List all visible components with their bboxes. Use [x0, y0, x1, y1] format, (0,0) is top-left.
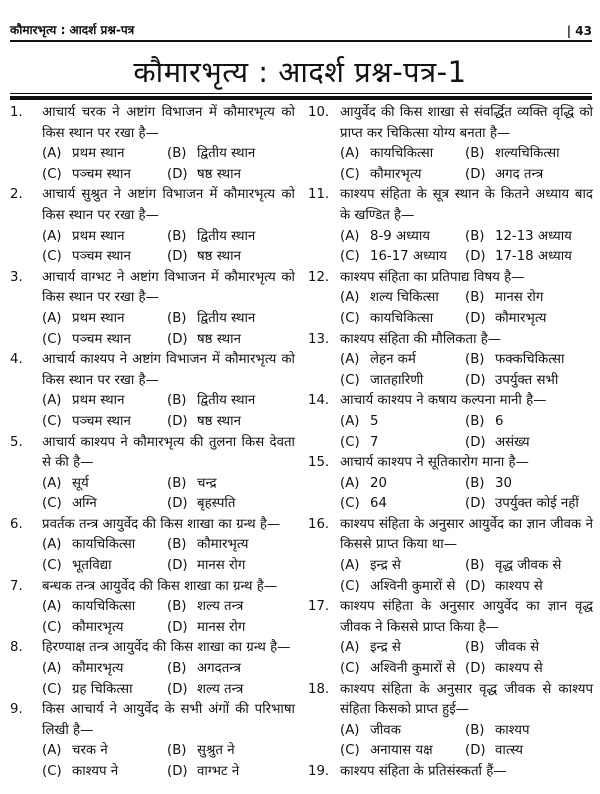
option-text: सूर्य	[72, 475, 89, 491]
option	[340, 741, 465, 762]
option-text: कौमारभृत्य	[197, 537, 249, 553]
option-text: प्रथम स्थान	[72, 393, 125, 409]
options	[10, 144, 295, 185]
option	[465, 741, 593, 762]
option-label: (C)	[340, 743, 360, 759]
option	[42, 247, 167, 268]
question	[308, 330, 593, 351]
options	[308, 350, 593, 391]
option-label: (D)	[465, 578, 486, 594]
option-text: पञ्चम स्थान	[72, 331, 131, 347]
options	[308, 412, 593, 453]
question	[308, 185, 593, 226]
options	[10, 227, 295, 268]
option	[167, 556, 295, 577]
question-number: 4.	[10, 352, 23, 368]
option-label: (D)	[465, 661, 486, 677]
options	[308, 474, 593, 515]
question-number: 6.	[10, 516, 23, 532]
option-label: (D)	[167, 413, 188, 429]
option	[167, 309, 295, 330]
options	[10, 741, 295, 782]
option-text: उपर्युक्त कोई नहीं	[495, 496, 579, 512]
option-text: प्रथम स्थान	[72, 146, 125, 162]
option	[465, 412, 593, 433]
option	[167, 659, 295, 680]
question-number: 19.	[308, 764, 330, 779]
option-text: अग्नि	[72, 496, 97, 512]
question-text: काश्यप संहिता के अनुसार आयुर्वेद का ज्ञान जीवक ने किससे प्राप्त किया था—	[340, 516, 593, 553]
question-number: 7.	[10, 578, 23, 594]
option-text: 20	[370, 475, 387, 491]
option-label: (B)	[465, 146, 485, 162]
question	[308, 515, 593, 556]
option-label: (B)	[465, 290, 485, 306]
question-column-right	[308, 103, 593, 783]
question-text: काश्यप संहिता के प्रतिसंस्कर्ता हैं—	[340, 764, 507, 779]
options	[10, 391, 295, 432]
question-number: 17.	[308, 599, 330, 615]
option-text: फक्कचिकित्सा	[495, 352, 565, 368]
question-text: हिरण्याक्ष तन्त्र आयुर्वेद की किस शाखा का ग्रन्थ है—	[42, 640, 291, 656]
question-text: आचार्य वाग्भट ने अष्टांग विभाजन में कौमारभृत्य को किस स्थान पर रखा है—	[42, 269, 295, 306]
option-label: (A)	[340, 290, 360, 306]
option	[167, 144, 295, 165]
option	[42, 494, 167, 515]
option-text: उपर्युक्त सभी	[495, 372, 559, 388]
option	[42, 535, 167, 556]
option	[42, 391, 167, 412]
option-label: (C)	[42, 166, 62, 182]
option	[340, 638, 465, 659]
question-text: काश्यप संहिता के अनुसार वृद्ध जीवक से काश्यप संहिता किसको प्राप्त हुई—	[340, 681, 593, 718]
option-text: मानस रोग	[197, 619, 246, 635]
option-text: 16-17 अध्याय	[370, 249, 447, 265]
option	[167, 494, 295, 515]
option-label: (D)	[465, 166, 486, 182]
option-label: (A)	[42, 599, 62, 615]
question	[10, 577, 295, 598]
option-label: (D)	[465, 249, 486, 265]
option-label: (A)	[42, 228, 62, 244]
option	[465, 721, 593, 742]
option	[167, 165, 295, 186]
option-text: द्वितीय स्थान	[197, 310, 256, 326]
question-number: 18.	[308, 681, 330, 697]
option	[465, 474, 593, 495]
question-text: आचार्य काश्यप ने सूतिकारोग माना है—	[340, 455, 529, 471]
option	[42, 597, 167, 618]
option-text: द्वितीय स्थान	[197, 228, 256, 244]
option	[340, 659, 465, 680]
option-text: कौमारभृत्य	[72, 661, 124, 677]
option-label: (C)	[340, 166, 360, 182]
option-text: इन्द्र से	[370, 558, 401, 574]
option-label: (D)	[167, 558, 188, 574]
question-number: 13.	[308, 331, 330, 347]
option	[167, 330, 295, 351]
page-number: | 43	[566, 24, 592, 38]
option-label: (D)	[167, 681, 188, 697]
option	[42, 741, 167, 762]
option-label: (B)	[465, 640, 485, 656]
option-label: (A)	[340, 722, 360, 738]
option-label: (A)	[42, 310, 62, 326]
option-text: भूतविद्या	[72, 558, 112, 574]
option	[465, 247, 593, 268]
question-number: 16.	[308, 516, 330, 532]
option-label: (B)	[167, 228, 187, 244]
option	[42, 330, 167, 351]
options	[308, 227, 593, 268]
question-number: 12.	[308, 269, 330, 285]
question-text: आचार्य काश्यप ने कौमारभृत्य की तुलना किस देवता से की है—	[42, 434, 295, 471]
option	[340, 577, 465, 598]
question	[308, 680, 593, 721]
option	[42, 412, 167, 433]
option	[167, 597, 295, 618]
option	[42, 474, 167, 495]
option-label: (C)	[340, 249, 360, 265]
question-number: 3.	[10, 269, 23, 285]
option-text: जातहारिणी	[370, 372, 424, 388]
option-label: (B)	[465, 413, 485, 429]
option	[465, 350, 593, 371]
option-text: द्वितीय स्थान	[197, 393, 256, 409]
option	[340, 556, 465, 577]
question	[10, 433, 295, 474]
option-text: षष्ठ स्थान	[197, 413, 241, 429]
options	[10, 309, 295, 350]
option-text: पञ्चम स्थान	[72, 249, 131, 265]
option-label: (D)	[465, 496, 486, 512]
option-text: प्रथम स्थान	[72, 228, 125, 244]
option-label: (D)	[465, 310, 486, 326]
question-text: आचार्य चरक ने अष्टांग विभाजन में कौमारभृत्य को किस स्थान पर रखा है—	[42, 105, 295, 141]
option-label: (A)	[42, 743, 62, 759]
option-label: (A)	[340, 475, 360, 491]
options	[308, 288, 593, 329]
option-text: काश्यप से	[495, 578, 543, 594]
title-divider-thick	[10, 96, 592, 100]
option-label: (B)	[167, 310, 187, 326]
option-text: वात्स्य	[495, 743, 523, 759]
option-label: (A)	[340, 640, 360, 656]
option-text: 5	[370, 413, 379, 429]
option	[42, 659, 167, 680]
options	[308, 721, 593, 762]
option	[340, 494, 465, 515]
option-text: 7	[370, 434, 379, 450]
option-label: (D)	[167, 619, 188, 635]
option-text: 30	[495, 475, 512, 491]
question-number: 8.	[10, 640, 23, 656]
option-label: (B)	[465, 352, 485, 368]
option-label: (D)	[167, 496, 188, 512]
option-text: ग्रह चिकित्सा	[72, 681, 133, 697]
option	[465, 659, 593, 680]
option-text: जीवक	[370, 722, 401, 738]
option-label: (C)	[42, 558, 62, 574]
option	[340, 371, 465, 392]
question-number: 5.	[10, 434, 23, 450]
option-text: वाग्भट ने	[197, 764, 240, 779]
option-text: काश्यप से	[495, 661, 543, 677]
option-text: चन्द्र	[197, 475, 217, 491]
option	[42, 165, 167, 186]
option-label: (B)	[465, 722, 485, 738]
question	[10, 515, 295, 536]
question-number: 10.	[308, 105, 330, 120]
option-label: (A)	[42, 661, 62, 677]
options	[308, 556, 593, 597]
option-label: (A)	[42, 393, 62, 409]
question	[10, 638, 295, 659]
option-text: शल्य तन्त्र	[197, 599, 244, 615]
option-label: (B)	[167, 475, 187, 491]
option-label: (C)	[42, 331, 62, 347]
option	[340, 474, 465, 495]
question-text: आयुर्वेद की किस शाखा से संवर्द्धित व्यक्ति वृद्धि को प्राप्त कर चिकित्सा योग्य बनता है—	[340, 105, 593, 141]
option-text: शल्य चिकित्सा	[370, 290, 439, 306]
option	[465, 577, 593, 598]
option-text: लेहन कर्म	[370, 352, 416, 368]
option-text: 8-9 अध्याय	[370, 228, 430, 244]
option-text: पञ्चम स्थान	[72, 166, 131, 182]
option	[465, 556, 593, 577]
option-label: (C)	[340, 434, 360, 450]
question	[10, 103, 295, 144]
option	[340, 412, 465, 433]
option-text: अश्विनी कुमारों से	[370, 578, 456, 594]
option-text: कायचिकित्सा	[72, 599, 136, 615]
option-text: वृद्ध जीवक से	[495, 558, 562, 574]
option-text: द्वितीय स्थान	[197, 146, 256, 162]
option	[167, 474, 295, 495]
question	[10, 700, 295, 741]
option-text: असंख्य	[495, 434, 530, 450]
option	[42, 556, 167, 577]
option-label: (B)	[167, 537, 187, 553]
question	[308, 762, 593, 783]
question	[308, 391, 593, 412]
option-label: (D)	[167, 764, 188, 779]
option-text: कायचिकित्सा	[370, 310, 434, 326]
option	[42, 762, 167, 783]
option-label: (D)	[167, 331, 188, 347]
option-text: प्रथम स्थान	[72, 310, 125, 326]
option	[465, 227, 593, 248]
option-text: षष्ठ स्थान	[197, 249, 241, 265]
option-text: 64	[370, 496, 387, 512]
option-text: काश्यप	[495, 722, 530, 738]
option-text: जीवक से	[495, 640, 540, 656]
question	[10, 185, 295, 226]
option-label: (C)	[340, 372, 360, 388]
option-label: (C)	[42, 619, 62, 635]
options	[10, 597, 295, 638]
question-text: किस आचार्य ने आयुर्वेद के सभी अंगों की परिभाषा लिखी है—	[42, 702, 295, 738]
question-text: आचार्य काश्यप ने कषाय कल्पना मानी है—	[340, 393, 547, 409]
option-label: (C)	[42, 413, 62, 429]
option-label: (C)	[340, 496, 360, 512]
option-label: (B)	[167, 743, 187, 759]
option-text: पञ्चम स्थान	[72, 413, 131, 429]
options	[308, 144, 593, 185]
option-label: (D)	[465, 434, 486, 450]
question-text: बन्धक तन्त्र आयुर्वेद की किस शाखा का ग्रन्थ है—	[42, 578, 278, 594]
option-label: (A)	[340, 413, 360, 429]
options	[10, 659, 295, 700]
question	[10, 268, 295, 309]
option	[465, 144, 593, 165]
option-label: (C)	[42, 681, 62, 697]
option	[167, 741, 295, 762]
option-label: (A)	[42, 537, 62, 553]
running-header	[10, 18, 592, 42]
question	[10, 350, 295, 391]
options	[10, 535, 295, 576]
option	[42, 144, 167, 165]
option-text: चरक ने	[72, 743, 108, 759]
option-text: काश्यप ने	[72, 764, 119, 779]
option-label: (A)	[340, 146, 360, 162]
option-text: इन्द्र से	[370, 640, 401, 656]
option-label: (C)	[42, 249, 62, 265]
option-label: (B)	[167, 599, 187, 615]
option	[340, 350, 465, 371]
option	[340, 433, 465, 454]
option-label: (C)	[340, 578, 360, 594]
question	[308, 597, 593, 638]
option-label: (A)	[340, 352, 360, 368]
option-text: मानस रोग	[495, 290, 544, 306]
option	[42, 680, 167, 701]
option-label: (C)	[42, 496, 62, 512]
option-text: षष्ठ स्थान	[197, 166, 241, 182]
option-label: (B)	[465, 228, 485, 244]
option-label: (B)	[465, 558, 485, 574]
option	[465, 165, 593, 186]
question-number: 2.	[10, 187, 23, 203]
option	[167, 227, 295, 248]
option-text: कौमारभृत्य	[370, 166, 422, 182]
question-text: काश्यप संहिता के अनुसार आयुर्वेद का ज्ञान वृद्ध जीवक ने किससे प्राप्त किया है—	[340, 599, 593, 635]
option-label: (A)	[340, 558, 360, 574]
option-text: शल्यचिकित्सा	[495, 146, 560, 162]
option-text: बृहस्पति	[197, 496, 236, 512]
option	[340, 721, 465, 742]
question	[308, 268, 593, 289]
option	[167, 391, 295, 412]
question	[308, 103, 593, 144]
option	[42, 227, 167, 248]
option-text: कायचिकित्सा	[72, 537, 136, 553]
option-label: (B)	[167, 146, 187, 162]
question-number: 1.	[10, 105, 23, 120]
option-text: अनायास यक्ष	[370, 743, 433, 759]
option-text: सुश्रुत ने	[197, 743, 235, 759]
option	[167, 412, 295, 433]
option	[340, 227, 465, 248]
option-text: शल्य तन्त्र	[197, 681, 244, 697]
option-label: (D)	[465, 743, 486, 759]
running-title: कौमारभृत्य : आदर्श प्रश्न-पत्र	[10, 23, 135, 37]
question-text: आचार्य सुश्रुत ने अष्टांग विभाजन में कौमारभृत्य को किस स्थान पर रखा है—	[42, 187, 295, 223]
question-column-left	[10, 103, 295, 783]
option	[465, 494, 593, 515]
question	[308, 453, 593, 474]
option	[465, 638, 593, 659]
question-text: आचार्य काश्यप ने अष्टांग विभाजन में कौमारभृत्य को किस स्थान पर रखा है—	[42, 352, 295, 388]
option	[340, 144, 465, 165]
option	[42, 618, 167, 639]
question-text: प्रवर्तक तन्त्र आयुर्वेद की किस शाखा का ग्रन्थ है—	[42, 516, 281, 532]
question-number: 11.	[308, 187, 330, 203]
option-label: (C)	[340, 661, 360, 677]
option	[340, 247, 465, 268]
question-number: 14.	[308, 393, 330, 409]
option-text: कौमारभृत्य	[495, 310, 547, 326]
option-label: (B)	[167, 661, 187, 677]
option-text: कायचिकित्सा	[370, 146, 434, 162]
question-number: 9.	[10, 702, 23, 718]
option-text: 12-13 अध्याय	[495, 228, 572, 244]
question-number: 15.	[308, 455, 330, 471]
option-text: मानस रोग	[197, 558, 246, 574]
option	[340, 288, 465, 309]
option	[465, 309, 593, 330]
option	[465, 433, 593, 454]
option	[465, 371, 593, 392]
option	[167, 762, 295, 783]
option-label: (D)	[167, 166, 188, 182]
option-text: 17-18 अध्याय	[495, 249, 572, 265]
question-text: काश्यप संहिता का प्रतिपाद्य विषय है—	[340, 269, 525, 285]
option-text: 6	[495, 413, 504, 429]
option-text: अश्विनी कुमारों से	[370, 661, 456, 677]
option-text: षष्ठ स्थान	[197, 331, 241, 347]
option	[167, 618, 295, 639]
option-label: (B)	[167, 393, 187, 409]
option	[340, 309, 465, 330]
options	[308, 638, 593, 679]
option-label: (B)	[465, 475, 485, 491]
question-text: काश्यप संहिता की मौलिकता है—	[340, 331, 502, 347]
options	[10, 474, 295, 515]
option	[167, 680, 295, 701]
page-title: कौमारभृत्य : आदर्श प्रश्न-पत्र-1	[133, 55, 467, 89]
option-label: (A)	[42, 475, 62, 491]
option-text: कौमारभृत्य	[72, 619, 124, 635]
option	[42, 309, 167, 330]
option-label: (C)	[42, 764, 62, 779]
option-text: अगद तन्त्र	[495, 166, 544, 182]
option-label: (A)	[42, 146, 62, 162]
option-label: (D)	[167, 249, 188, 265]
option	[340, 165, 465, 186]
option	[465, 288, 593, 309]
option-label: (A)	[340, 228, 360, 244]
title-divider-thin	[10, 93, 592, 94]
option	[167, 247, 295, 268]
option-label: (D)	[465, 372, 486, 388]
option	[167, 535, 295, 556]
question-text: काश्यप संहिता के सूत्र स्थान के कितने अध्याय बाद के खण्डित है—	[340, 187, 593, 223]
option-text: अगदतन्त्र	[197, 661, 241, 677]
option-label: (C)	[340, 310, 360, 326]
